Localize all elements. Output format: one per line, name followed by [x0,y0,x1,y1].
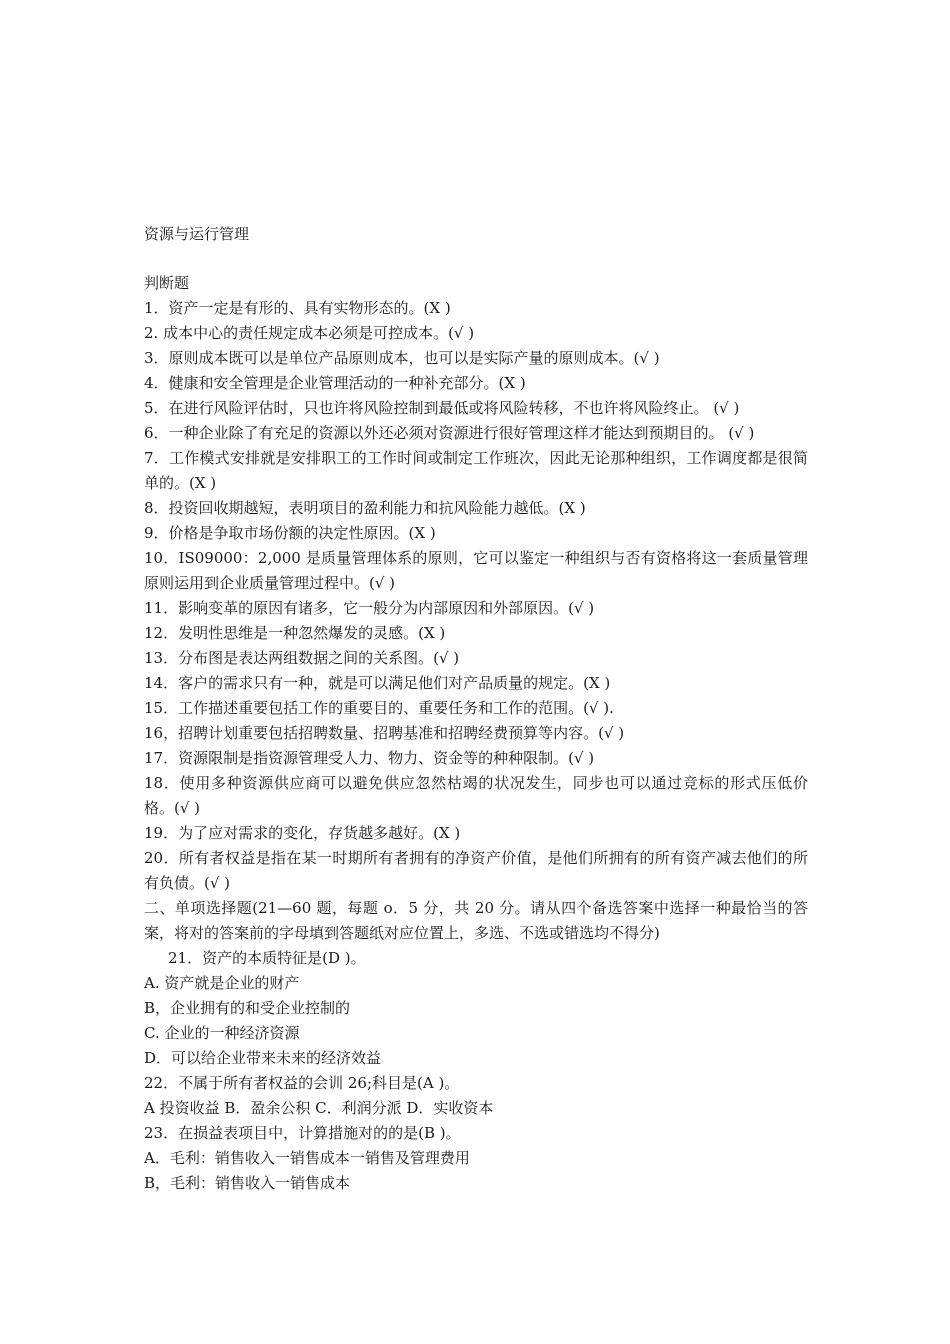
text-line: 13．分布图是表达两组数据之间的关系图。(√ ) [144,649,460,667]
text-line: A 投资收益 B．盈余公积 C．利润分派 D．实收资本 [144,1099,494,1117]
text-line: 18．使用多种资源供应商可以避免供应忽然枯竭的状况发生，同步也可以通过竞标的形式压低价格。(√ ) [144,774,808,817]
text-line: 10．IS09000：2,000 是质量管理体系的原则，它可以鉴定一种组织与否有资格将这一套质量管理原则运用到企业质量管理过程中。(√ ) [144,549,808,592]
document-title: 资源与运行管理 [144,225,250,243]
text-line: 11．影响变革的原因有诸多，它一般分为内部原因和外部原因。(√ ) [144,599,595,617]
text-line: 17．资源限制是指资源管理受人力、物力、资金等的种种限制。(√ ) [144,749,595,767]
text-line: 6．一种企业除了有充足的资源以外还必须对资源进行很好管理这样才能达到预期目的。 (√ ) [144,424,755,442]
question-21: 21．资产的本质特征是(D )。 [168,949,366,967]
text-line: 19．为了应对需求的变化，存货越多越好。(X ) [144,824,461,842]
text-line: A．毛利：销售收入一销售成本一销售及管理费用 [144,1149,470,1167]
text-line: 15．工作描述重要包括工作的重要目的、重要任务和工作的范围。(√ ). [144,699,614,717]
text-line: 3．原则成本既可以是单位产品原则成本，也可以是实际产量的原则成本。(√ ) [144,349,660,367]
question-list-continued [144,971,808,1196]
text-line: C. 企业的一种经济资源 [144,1024,300,1042]
text-line: 14．客户的需求只有一种，就是可以满足他们对产品质量的规定。(X ) [144,674,611,692]
text-line: 2. 成本中心的责任规定成本必须是可控成本。(√ ) [144,324,475,342]
text-line: 22．不属于所有者权益的会训 26;科目是(A )。 [144,1074,460,1092]
text-line: 9．价格是争取市场份额的决定性原因。(X ) [144,524,436,542]
text-line: B，企业拥有的和受企业控制的 [144,999,351,1017]
text-line: 20．所有者权益是指在某一时期所有者拥有的净资产价值，是他们所拥有的所有资产减去他们的所有负债。(√ ) [144,849,808,892]
document-page [144,222,808,1196]
text-line: 4．健康和安全管理是企业管理活动的一种补充部分。(X ) [144,374,526,392]
text-line: 8．投资回收期越短，表明项目的盈利能力和抗风险能力越低。(X ) [144,499,586,517]
section-heading: 判断题 [144,274,190,292]
text-line: 二、单项选择题(21—60 题，每题 o．5 分，共 20 分。请从四个备选答案中选择一种最恰当的答案，将对的答案前的字母填到答题纸对应位置上，多选、不选或错选均不得分) [144,899,808,942]
text-line: B，毛利：销售收入一销售成本 [144,1174,351,1192]
text-line: 1．资产一定是有形的、具有实物形态的。(X ) [144,299,451,317]
text-line: 5．在进行风险评估时，只也许将风险控制到最低或将风险转移，不也许将风险终止。 (√ ) [144,399,740,417]
text-line: 16，招聘计划重要包括招聘数量、招聘基准和招聘经费预算等内容。(√ ) [144,724,625,742]
text-line: A. 资产就是企业的财产 [144,974,300,992]
text-line: D．可以给企业带来未来的经济效益 [144,1049,382,1067]
question-list [144,296,808,946]
text-line: 12．发明性思维是一种忽然爆发的灵感。(X ) [144,624,446,642]
text-line: 7．工作模式安排就是安排职工的工作时间或制定工作班次，因此无论那种组织，工作调度都是很简单的。(X ) [144,449,808,492]
text-line: 23．在损益表项目中，计算措施对的的是(B )。 [144,1124,461,1142]
